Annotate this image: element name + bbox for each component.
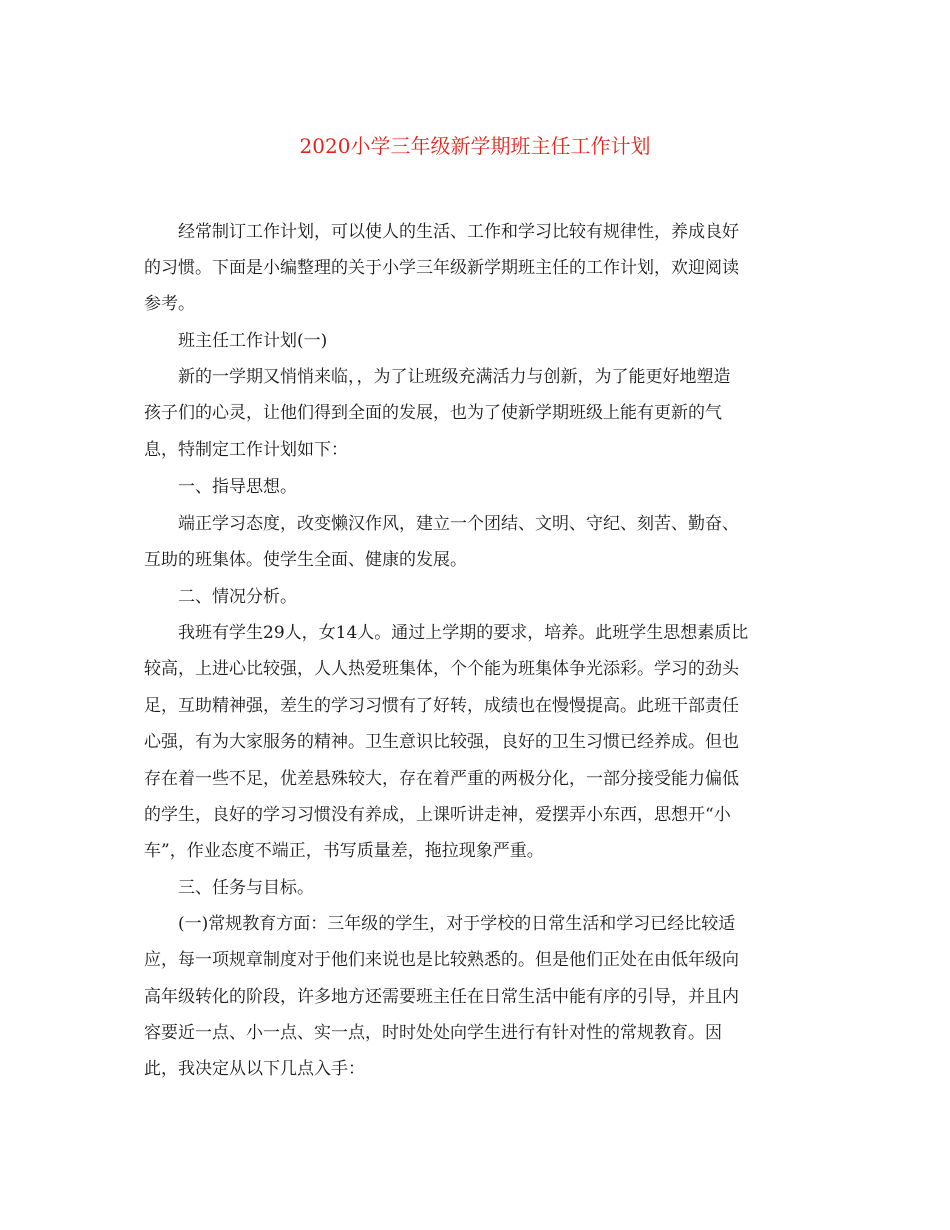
- text-line: 心强，有为大家服务的精神。卫生意识比较强，良好的卫生习惯已经养成。但也: [144, 732, 739, 752]
- text-line: 孩子们的心灵，让他们得到全面的发展，也为了使新学期班级上能有更新的气: [144, 403, 722, 423]
- text-line: 二、情况分析。: [144, 587, 297, 607]
- text-line: 端正学习态度，改变懒汉作风，建立一个团结、文明、守纪、刻苦、勤奋、: [144, 514, 739, 534]
- text-line: 的习惯。下面是小编整理的关于小学三年级新学期班主任的工作计划，欢迎阅读: [144, 258, 739, 278]
- text-line: 高年级转化的阶段，许多地方还需要班主任在日常生活中能有序的引导，并且内: [144, 987, 739, 1007]
- text-line: 班主任工作计划(一): [144, 331, 328, 351]
- text-line: 我班有学生29人，女14人。通过上学期的要求，培养。此班学生思想素质比: [144, 623, 749, 643]
- text-line: 车”，作业态度不端正，书写质量差，拖拉现象严重。: [144, 841, 544, 861]
- text-line: 参考。: [144, 294, 195, 314]
- text-line: 较高，上进心比较强，人人热爱班集体，个个能为班集体争光添彩。学习的劲头: [144, 659, 739, 679]
- text-line: 新的一学期又悄悄来临，，为了让班级充满活力与创新，为了能更好地塑造: [144, 367, 731, 387]
- text-line: 互助的班集体。使学生全面、健康的发展。: [144, 550, 467, 570]
- text-line: 一、指导思想。: [144, 477, 297, 497]
- text-line: 此，我决定从以下几点入手：: [144, 1059, 365, 1079]
- text-line: 三、任务与目标。: [144, 878, 314, 898]
- text-line: 存在着一些不足，优差悬殊较大，存在着严重的两极分化，一部分接受能力偏低: [144, 769, 739, 789]
- text-line: 容要近一点、小一点、实一点，时时处处向学生进行有针对性的常规教育。因: [144, 1023, 722, 1043]
- text-line: 息，特制定工作计划如下：: [144, 440, 348, 460]
- text-line: 应，每一项规章制度对于他们来说也是比较熟悉的。但是他们正处在由低年级向: [144, 950, 739, 970]
- text-line: (一)常规教育方面：三年级的学生，对于学校的日常生活和学习已经比较适: [144, 914, 736, 934]
- text-line: 的学生，良好的学习习惯没有养成，上课听讲走神，爱摆弄小东西，思想开“小: [144, 805, 731, 825]
- text-line: 足，互助精神强，差生的学习习惯有了好转，成绩也在慢慢提高。此班干部责任: [144, 696, 739, 716]
- document-title: 2020小学三年级新学期班主任工作计划: [299, 134, 651, 158]
- text-line: 经常制订工作计划，可以使人的生活、工作和学习比较有规律性，养成良好: [144, 222, 739, 242]
